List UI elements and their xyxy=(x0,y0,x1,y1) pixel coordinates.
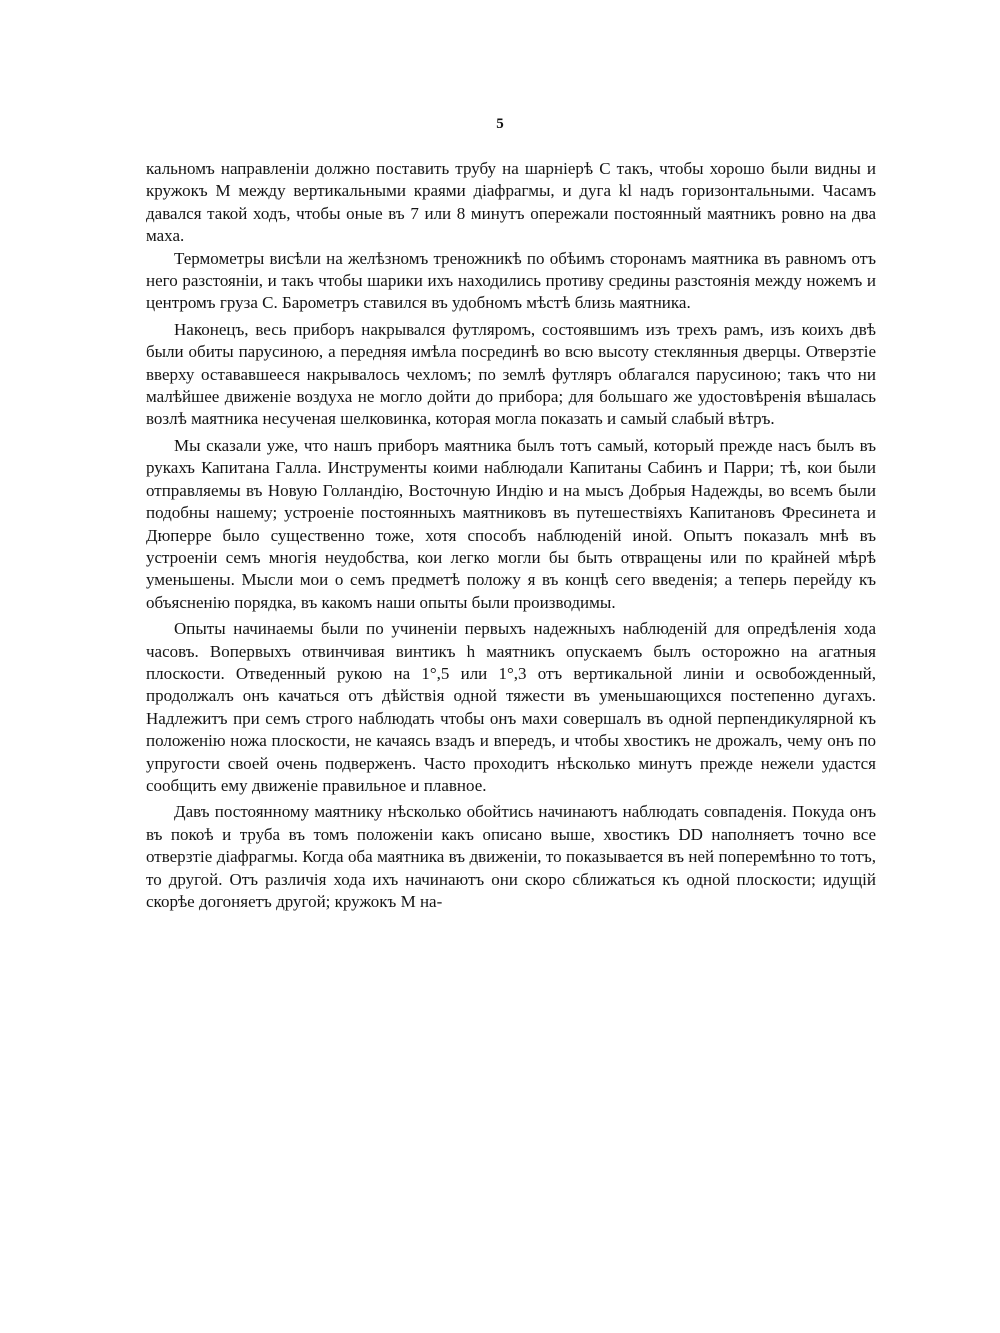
paragraph-1-continuation: кальномъ направленіи должно поставить трубу на шарніерѣ C такъ, чтобы хорошо были видны и кружокъ M между вертикальными краями діафрагмы, и дуга kl надъ горизонтальными. Часамъ давался такой ходъ, чтобы оные въ 7 или 8 минутъ опережали постоянный маятникъ ровно на два маха. xyxy=(146,159,876,246)
page-number: 5 xyxy=(496,116,504,132)
body-text xyxy=(146,158,876,913)
paragraph-thermometers: Термометры висѣли на желѣзномъ треножникѣ по обѣимъ сторонамъ маятника въ равномъ отъ него разстояніи, и такъ чтобы шарики ихъ находились противу средины разстоянія между ножемъ и центромъ груза C. Барометръ ставился въ удобномъ мѣстѣ близь маятника. xyxy=(146,248,876,313)
paragraph-coincidences: Давъ постоянному маятнику нѣсколько обойтись начинаютъ наблюдать совпаденія. Покуда онъ въ покоѣ и труба въ томъ положеніи какъ описано выше, хвостикъ DD наполняетъ точно все отверзтіе діафрагмы. Когда оба маятника въ движеніи, то показывается въ ней поперемѣнно то тотъ, то другой. Отъ различія хода ихъ начинаютъ они скоро сближаться къ одной плоскости; идущій скорѣе догоняетъ другой; кружокъ M на- xyxy=(146,802,876,911)
paragraph-instrument-history: Мы сказали уже, что нашъ приборъ маятника былъ тотъ самый, который прежде насъ былъ въ рукахъ Капитана Галла. Инструменты коими наблюдали Капитаны Сабинъ и Парри; тѣ, кои были отправляемы въ Новую Голландію, Восточную Индію и на мысъ Добрыя Надежды, во всемъ были подобны нашему; устроеніе постоянныхъ маятниковъ въ путешествіяхъ Капитановъ Фресинета и Дюперре было существенно тоже, хотя способъ наблюденій иной. Опытъ показалъ мнѣ въ устроеніи семъ многія неудобства, кои легко могли бы быть отвращены или по крайней мѣрѣ уменьшены. Мысли мои о семъ предметѣ положу я въ концѣ сего введенія; а теперь перейду къ объясненію порядка, въ какомъ наши опыты были производимы. xyxy=(146,435,876,612)
paragraph-experiment-start: Опыты начинаемы были по учиненіи первыхъ надежныхъ наблюденій для опредѣленія хода часовъ. Вопервыхъ отвинчивая винтикъ h маятникъ опускаемъ былъ осторожно на агатныя плоскости. Отведенный рукою на 1°,5 или 1°,3 отъ вертикальной линіи и освобожденный, продолжалъ онъ качаться отъ дѣйствія одной тяжести въ уменьшающихся постепенно дугахъ. Надлежитъ при семъ строго наблюдать чтобы онъ махи совершалъ въ одной перпендикулярной къ положенію ножа плоскости, не качаясь взадъ и впередъ, и чтобы хвостикъ не дрожалъ, чему онъ по упругости своей очень подверженъ. Часто проходитъ нѣсколько минутъ прежде нежели удастся сообщить ему движеніе правильное и плавное. xyxy=(146,619,876,795)
paragraph-case: Наконецъ, весь приборъ накрывался футляромъ, состоявшимъ изъ трехъ рамъ, изъ коихъ двѣ были обиты парусиною, а передняя имѣла посрединѣ во всю высоту стеклянныя дверцы. Отверзтіе вверху остававшееся накрывалось чехломъ; по землѣ футляръ облагался парусиною; такъ что ни малѣйшее движеніе воздуха не могло дойти до прибора; для большаго же удостовѣренія вѣшалась возлѣ маятника несученая шелковинка, которая могла показать и самый слабый вѣтръ. xyxy=(146,319,876,429)
